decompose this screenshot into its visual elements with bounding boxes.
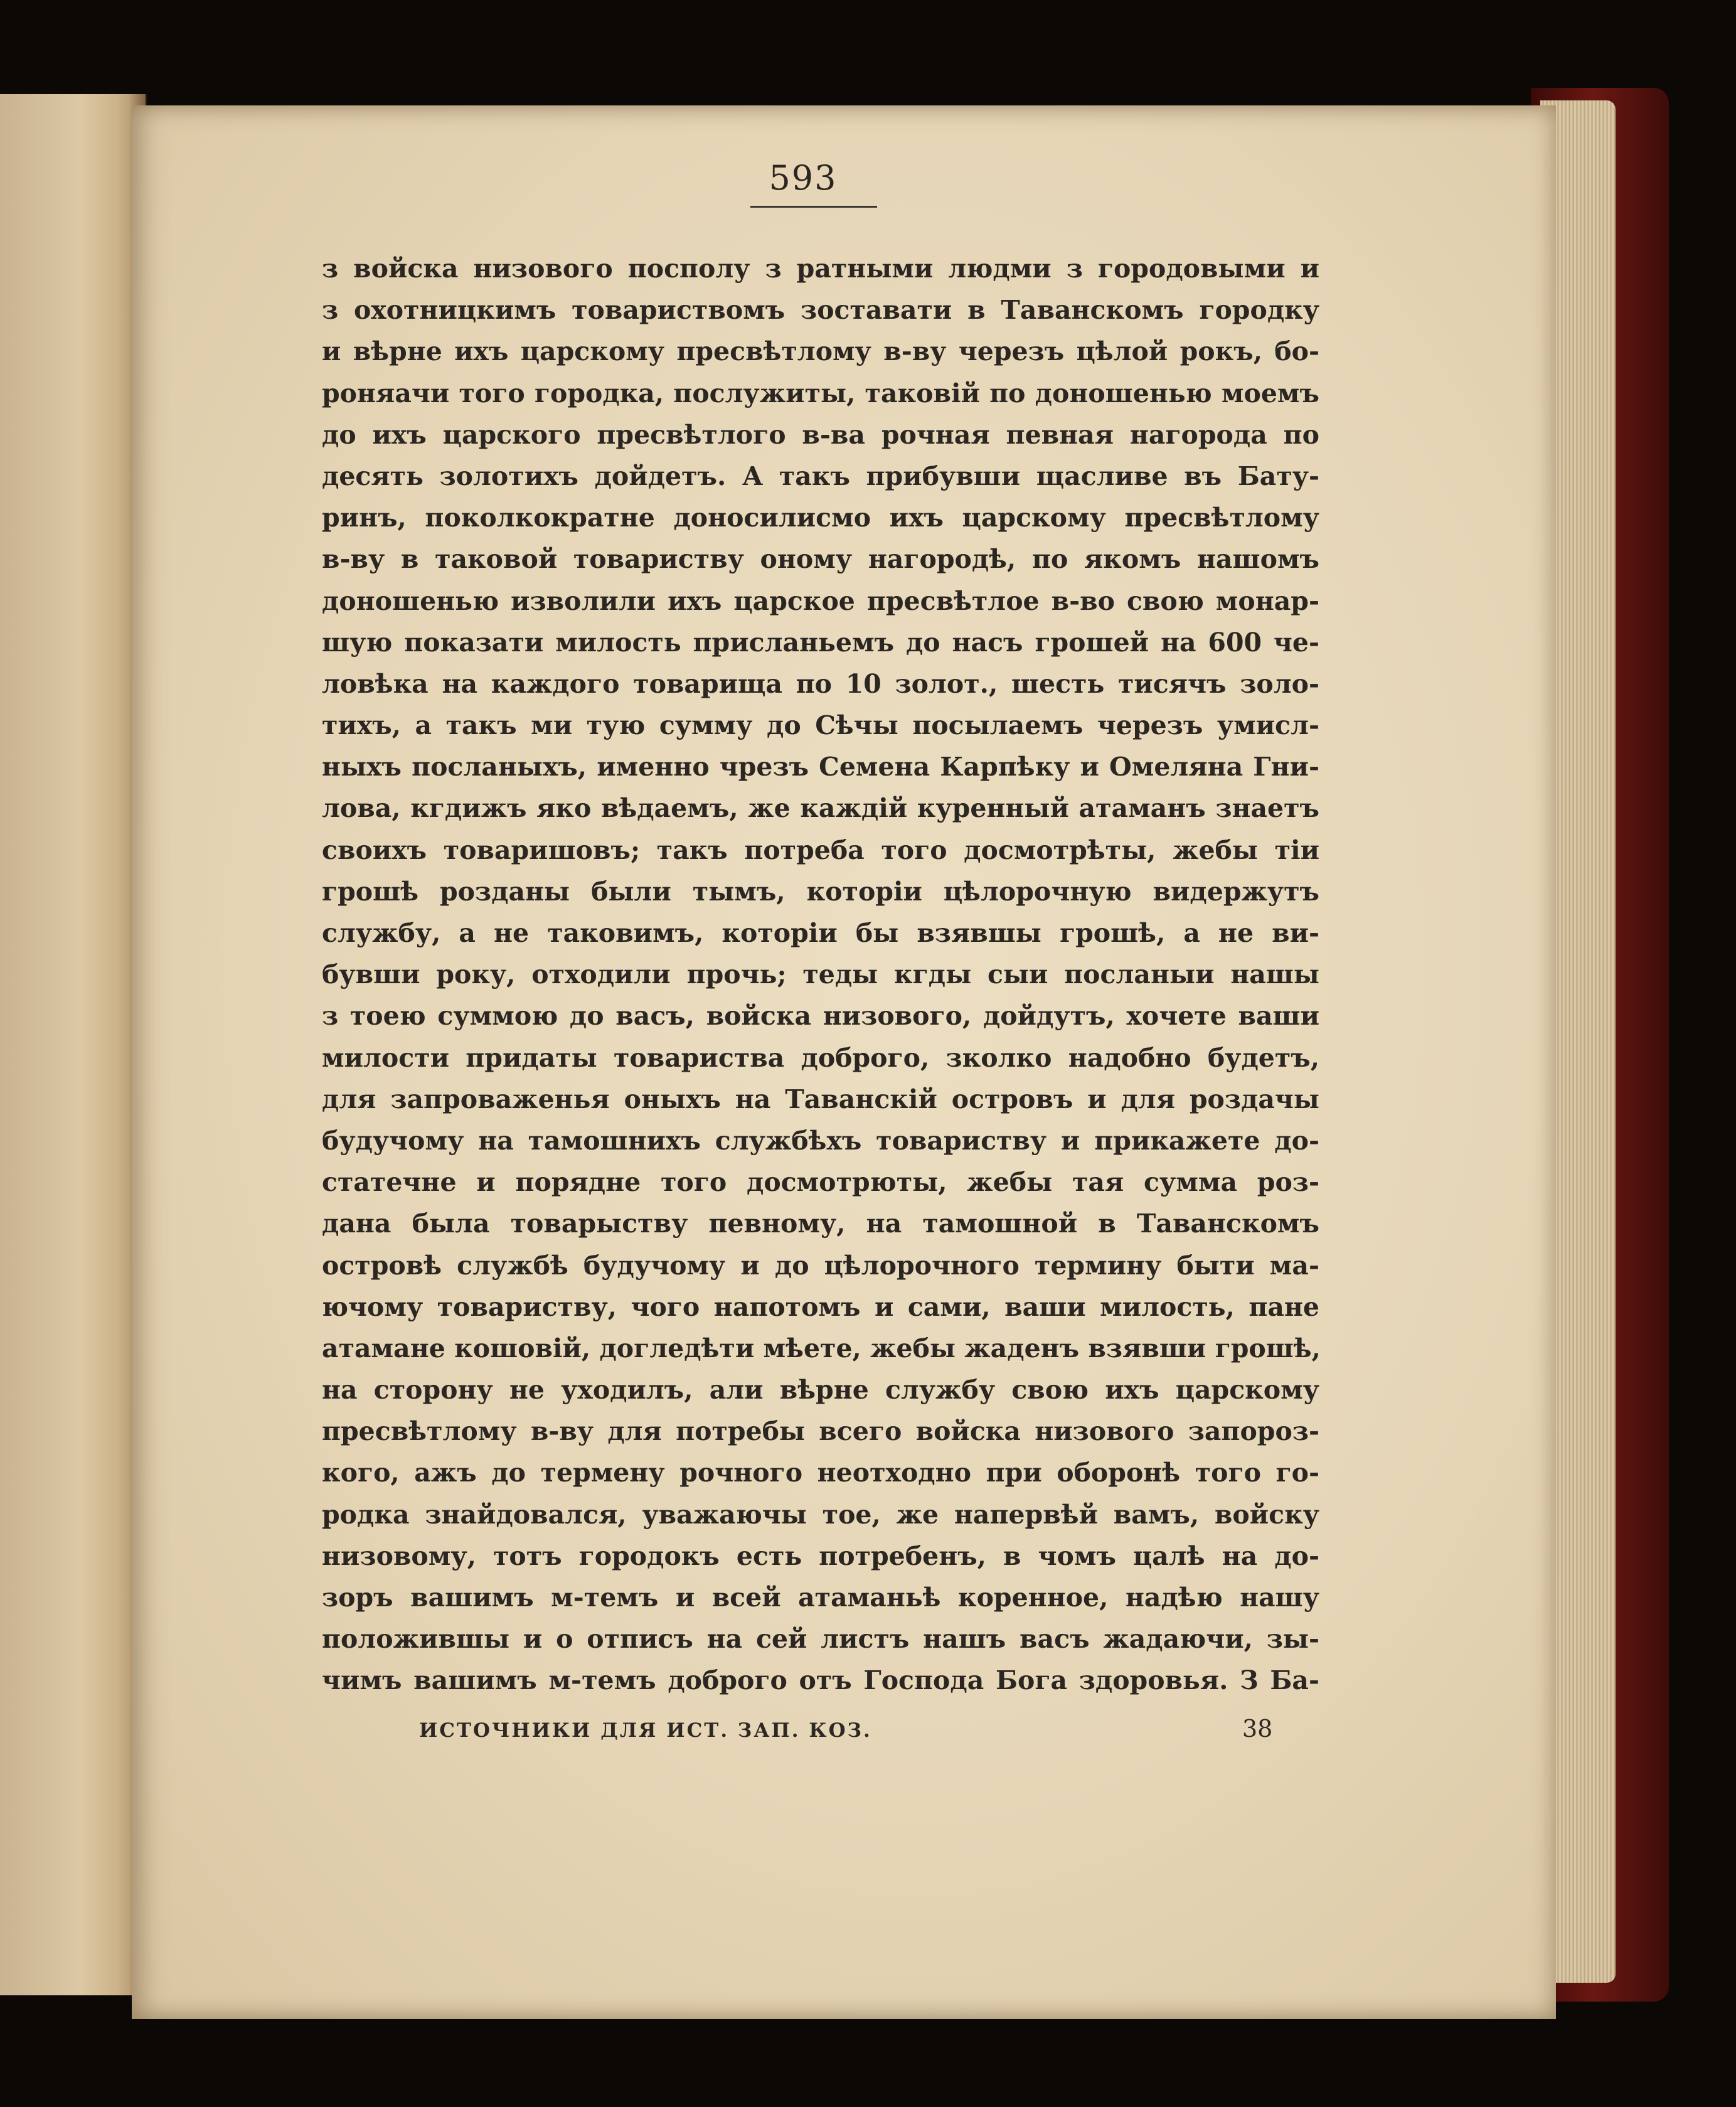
text-line: статечне и порядне того досмотрюты, жебы тая сумма роз- (322, 1167, 1319, 1198)
text-line: положившы и о отписъ на сей листъ нашъ васъ жадаючи, зы- (322, 1624, 1319, 1655)
text-line: грошѣ розданы были тымъ, которіи цѣлорочную видержутъ (322, 876, 1319, 907)
text-line: атамане кошовій, догледѣти мѣете, жебы жаденъ взявши грошѣ, (322, 1333, 1321, 1363)
text-line: на сторону не уходилъ, али вѣрне службу свою ихъ царскому (322, 1375, 1319, 1406)
text-line: доношенью изволили ихъ царское пресвѣтлое в-во свою монар- (322, 585, 1319, 616)
text-line: своихъ товаришовъ; такъ потреба того досмотрѣты, жебы тіи (322, 835, 1319, 865)
left-page (0, 94, 146, 1995)
text-line: зоръ вашимъ м-темъ и всей атаманьѣ коренное, надѣю нашу (322, 1582, 1319, 1613)
text-line: пресвѣтлому в-ву для потребы всего войска низового запороз- (322, 1416, 1319, 1447)
text-line: ныхъ посланыхъ, именно чрезъ Семена Карпѣку и Омеляна Гни- (322, 752, 1319, 782)
text-line: до ихъ царского пресвѣтлого в-ва рочная певная нагорода по (322, 419, 1319, 450)
text-line: милости придаты товариства доброго, зколко надобно будетъ, (322, 1042, 1319, 1073)
text-line: и вѣрне ихъ царскому пресвѣтлому в-ву черезъ цѣлой рокъ, бо- (322, 336, 1319, 367)
text-line: з тоею суммою до васъ, войска низового, дойдутъ, хочете ваши (322, 1001, 1319, 1032)
text-line: десять золотихъ дойдетъ. А такъ прибувши щасливе въ Бату- (322, 461, 1319, 491)
text-line: службу, а не таковимъ, которіи бы взявшы грошѣ, а не ви- (322, 918, 1319, 948)
text-line: роняачи того городка, послужиты, таковій по доношенью моемъ (322, 378, 1319, 408)
text-line: родка знайдовался, уважаючы тое, же напервѣй вамъ, войску (322, 1499, 1319, 1530)
text-line: шую показати милость присланьемъ до насъ грошей на 600 че- (322, 627, 1319, 658)
page-number-underline (750, 206, 877, 208)
text-line: лова, кгдижъ яко вѣдаемъ, же каждій куренный атаманъ знаетъ (322, 793, 1319, 824)
footer-source-title: ИСТОЧНИКИ ДЛЯ ИСТ. ЗАП. КОЗ. (419, 1719, 872, 1742)
text-line: тихъ, а такъ ми тую сумму до Сѣчы посылаемъ черезъ умисл- (322, 710, 1319, 741)
text-line: з войска низового посполу з ратными людми з городовыми и (322, 253, 1319, 284)
footer-sheet-number: 38 (1242, 1715, 1273, 1742)
text-line: в-ву в таковой товариству оному нагородѣ, по якомъ нашомъ (322, 544, 1319, 575)
body-text (322, 248, 1319, 1702)
text-line: будучому на тамошнихъ службѣхъ товариству и прикажете до- (322, 1125, 1319, 1156)
text-line: кого, ажъ до термену рочного неотходно при оборонѣ того го- (322, 1458, 1319, 1488)
text-line: бувши року, отходили прочь; теды кгды сыи посланыи нашы (322, 959, 1319, 990)
text-line: низовому, тотъ городокъ есть потребенъ, в чомъ цалѣ на до- (322, 1540, 1319, 1571)
page-number: 593 (769, 158, 838, 198)
text-line: островѣ службѣ будучому и до цѣлорочного термину быти ма- (322, 1250, 1319, 1281)
text-line: з охотницкимъ товариствомъ зоставати в Таванскомъ городку (322, 295, 1319, 326)
text-line: чимъ вашимъ м-темъ доброго отъ Господа Бога здоровья. З Ба- (322, 1665, 1319, 1696)
text-line: для запроваженья оныхъ на Таванскій островъ и для роздачы (322, 1084, 1319, 1114)
text-line: ринъ, поколкократне доносилисмо ихъ царскому пресвѣтлому (322, 503, 1319, 533)
text-line: дана была товарыству певному, на тамошной в Таванскомъ (322, 1208, 1319, 1239)
text-line: ловѣка на каждого товарища по 10 золот., шесть тисячъ золо- (322, 668, 1319, 699)
text-line: ючому товариству, чого напотомъ и сами, ваши милость, пане (322, 1291, 1319, 1322)
